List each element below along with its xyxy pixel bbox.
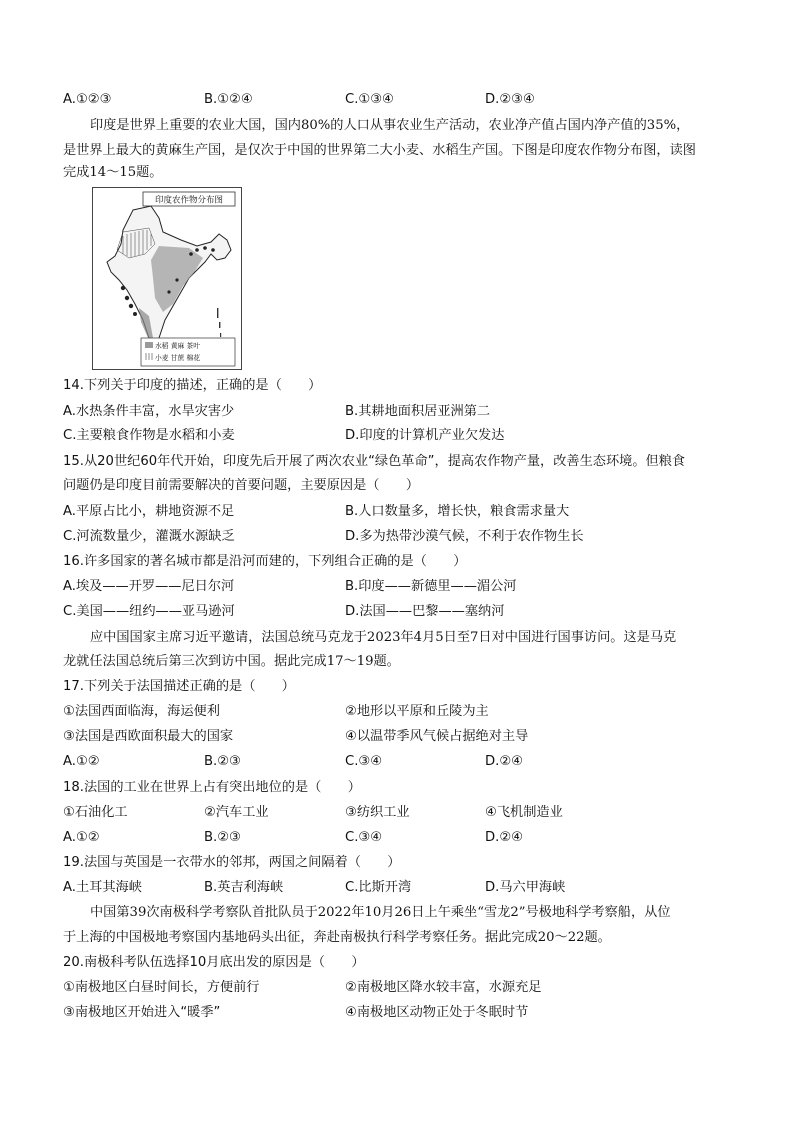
q18-c: C.③④ [345, 830, 383, 845]
intro-india-line3: 完成14～15题。 [63, 165, 163, 180]
q17-statement-2: ②地形以平原和丘陵为主 [345, 704, 489, 719]
q16-b: B.印度——新德里——湄公河 [345, 579, 517, 594]
q15-d: D.多为热带沙漠气候，不利于农作物生长 [345, 529, 584, 544]
q17-statement-1: ①法国西面临海，海运便利 [63, 704, 220, 719]
q20-statement-4: ④南极地区动物正处于冬眠时节 [345, 1005, 529, 1020]
q19-d: D.马六甲海峡 [485, 880, 566, 895]
q17-c: C.③④ [345, 754, 383, 769]
q18-d: D.②④ [485, 830, 523, 845]
q14-b: B.其耕地面积居亚洲第二 [345, 404, 491, 419]
q14-stem: 14.下列关于印度的描述，正确的是（ ） [63, 378, 322, 393]
q18-statement-4: ④飞机制造业 [485, 805, 563, 820]
q15-c: C.河流数量少，灌溉水源缺乏 [63, 529, 235, 544]
q20-stem: 20.南极科考队伍选择10月底出发的原因是（ ） [63, 955, 365, 970]
map-title: 印度农作物分布图 [154, 195, 224, 206]
q16-a: A.埃及——开罗——尼日尔河 [63, 579, 235, 594]
map-legend-row1: 水稻 黄麻 茶叶 [155, 342, 201, 350]
india-map-graphic [93, 188, 241, 369]
q18-statement-2: ②汽车工业 [204, 805, 269, 820]
q14-d: D.印度的计算机产业欠发达 [345, 428, 505, 443]
q18-statement-3: ③纺织工业 [345, 805, 410, 820]
q16-d: D.法国——巴黎——塞纳河 [345, 604, 505, 619]
q20-statement-3: ③南极地区开始进入“暖季” [63, 1005, 221, 1020]
q17-a: A.①② [63, 754, 100, 769]
india-crop-map [92, 187, 242, 370]
intro-india-line1: 印度是世界上重要的农业大国，国内80%的人口从事农业生产活动，农业净产值占国内净产值的35%， [90, 118, 690, 133]
q20-statement-2: ②南极地区降水较丰富，水源充足 [345, 980, 542, 995]
q19-b: B.英吉利海峡 [204, 880, 284, 895]
q19-c: C.比斯开湾 [345, 880, 412, 895]
q15-stem-1: 15.从20世纪60年代开始，印度先后开展了两次农业“绿色革命”，提高农作物产量，改善生态环境。但粮食 [63, 454, 686, 469]
q18-statement-1: ①石油化工 [63, 805, 128, 820]
q17-statement-3: ③法国是西欧面积最大的国家 [63, 729, 234, 744]
intro-france-line2: 龙就任法国总统后第三次到访中国。据此完成17～19题。 [63, 654, 400, 669]
q16-c: C.美国——纽约——亚马逊河 [63, 604, 235, 619]
q20-statement-1: ①南极地区白昼时间长，方便前行 [63, 980, 260, 995]
map-legend-row2: 小麦 甘蔗 棉花 [155, 354, 201, 362]
q15-stem-2: 问题仍是印度目前需要解决的首要问题，主要原因是（ ） [63, 478, 420, 493]
q17-b: B.②③ [204, 754, 241, 769]
intro-antarctic-line1: 中国第39次南极科学考察队首批队员于2022年10月26日上午乘坐“雪龙2”号极地科学考察船，从位 [90, 905, 671, 920]
intro-india-line2: 是世界上最大的黄麻生产国，是仅次于中国的世界第二大小麦、水稻生产国。下图是印度农作物分布图，读图 [63, 143, 696, 158]
option-a: A.①②③ [63, 92, 112, 107]
q17-d: D.②④ [485, 754, 523, 769]
intro-france-line1: 应中国国家主席习近平邀请，法国总统马克龙于2023年4月5日至7日对中国进行国事访问。这是马克 [90, 630, 677, 645]
option-b: B.①②④ [204, 92, 253, 107]
q18-stem: 18.法国的工业在世界上占有突出地位的是（ ） [63, 780, 361, 795]
q15-b: B.人口数量多，增长快，粮食需求量大 [345, 504, 570, 519]
intro-antarctic-line2: 于上海的中国极地考察国内基地码头出征，奔赴南极执行科学考察任务。据此完成20～22题。 [63, 930, 611, 945]
option-c: C.①③④ [345, 92, 394, 107]
q18-a: A.①② [63, 830, 100, 845]
q19-stem: 19.法国与英国是一衣带水的邻邦，两国之间隔着（ ） [63, 855, 401, 870]
q18-b: B.②③ [204, 830, 241, 845]
option-d: D.②③④ [485, 92, 535, 107]
q19-a: A.土耳其海峡 [63, 880, 142, 895]
q16-stem: 16.许多国家的著名城市都是沿河而建的，下列组合正确的是（ ） [63, 554, 467, 569]
q17-statement-4: ④以温带季风气候占据绝对主导 [345, 729, 529, 744]
q14-c: C.主要粮食作物是水稻和小麦 [63, 428, 235, 443]
q15-a: A.平原占比小，耕地资源不足 [63, 504, 235, 519]
q17-stem: 17.下列关于法国描述正确的是（ ） [63, 679, 295, 694]
q14-a: A.水热条件丰富，水旱灾害少 [63, 404, 235, 419]
